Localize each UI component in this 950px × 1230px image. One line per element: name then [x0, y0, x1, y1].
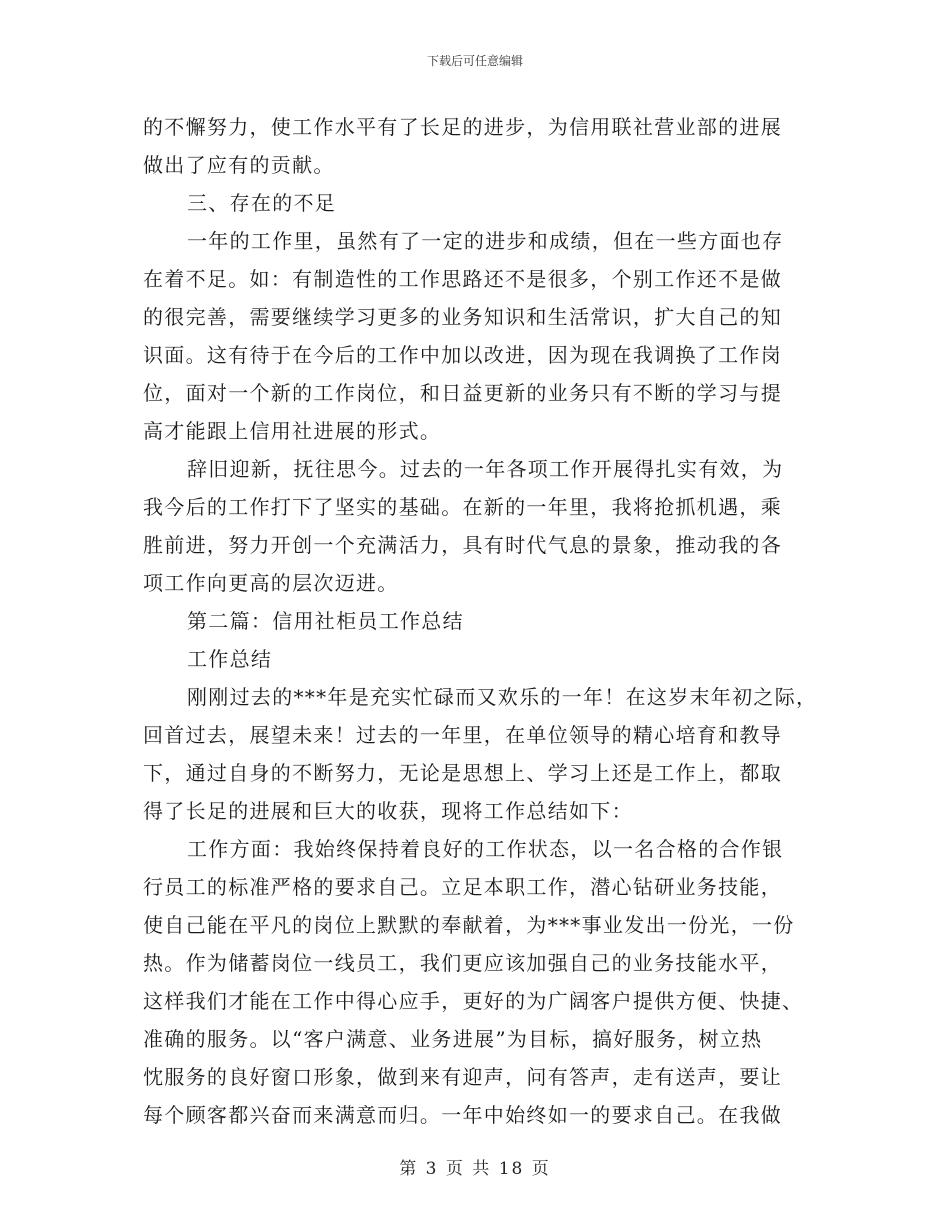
text-line: 每个顾客都兴奋而来满意而归。一年中始终如一的要求自己。在我做 — [143, 1103, 782, 1127]
text-line: 位，面对一个新的工作岗位，和日益更新的业务只有不断的学习与提 — [143, 381, 782, 405]
text-line: 热。作为储蓄岗位一线员工，我们更应该加强自己的业务技能水平， — [143, 951, 782, 975]
text-line: 得了长足的进展和巨大的收获，现将工作总结如下： — [143, 799, 633, 823]
text-line: 使自己能在平凡的岗位上默默的奉献着，为***事业发出一份光，一份 — [143, 913, 795, 937]
text-line: 做出了应有的贡献。 — [143, 153, 335, 177]
text-line: 一年的工作里，虽然有了一定的进步和成绩，但在一些方面也存 — [187, 229, 784, 253]
document-body — [143, 108, 823, 1134]
text-line: 的不懈努力，使工作水平有了长足的进步，为信用联社营业部的进展 — [143, 115, 782, 139]
text-line: 这样我们才能在工作中得心应手，更好的为广阔客户提供方便、快捷、 — [143, 989, 804, 1013]
section-heading: 三、存在的不足 — [187, 191, 337, 215]
text-line: 高才能跟上信用社进展的形式。 — [143, 419, 442, 443]
text-line: 识面。这有待于在今后的工作中加以改进，因为现在我调换了工作岗 — [143, 343, 782, 367]
text-line: 回首过去，展望未来！过去的一年里，在单位领导的精心培育和教导 — [143, 723, 782, 747]
text-line: 的很完善，需要继续学习更多的业务知识和生活常识，扩大自己的知 — [143, 305, 782, 329]
chapter-title: 第二篇：信用社柜员工作总结 — [187, 609, 464, 633]
text-line: 我今后的工作打下了坚实的基础。在新的一年里，我将抢抓机遇，乘 — [143, 495, 782, 519]
page-header-note: 下载后可任意编辑 — [426, 54, 523, 68]
section-heading: 工作总结 — [187, 647, 273, 671]
text-line: 胜前进，努力开创一个充满活力，具有时代气息的景象，推动我的各 — [143, 533, 782, 557]
text-line: 在着不足。如：有制造性的工作思路还不是很多，个别工作还不是做 — [143, 267, 782, 291]
text-line: 辞旧迎新，抚往思今。过去的一年各项工作开展得扎实有效，为 — [187, 457, 784, 481]
text-line: 工作方面：我始终保持着良好的工作状态，以一名合格的合作银 — [187, 837, 784, 861]
text-line: 下，通过自身的不断努力，无论是思想上、学习上还是工作上，都取 — [143, 761, 782, 785]
text-line: 准确的服务。以“客户满意、业务进展”为目标，搞好服务，树立热 — [143, 1027, 763, 1051]
text-line: 忱服务的良好窗口形象，做到来有迎声，问有答声，走有送声，要让 — [143, 1065, 782, 1089]
text-line: 刚刚过去的***年是充实忙碌而又欢乐的一年！在这岁末年初之际， — [187, 685, 818, 709]
text-line: 项工作向更高的层次迈进。 — [143, 571, 399, 595]
page-number-footer: 第 3 页 共 18 页 — [399, 1159, 551, 1179]
text-line: 行员工的标准严格的要求自己。立足本职工作，潜心钻研业务技能， — [143, 875, 782, 899]
